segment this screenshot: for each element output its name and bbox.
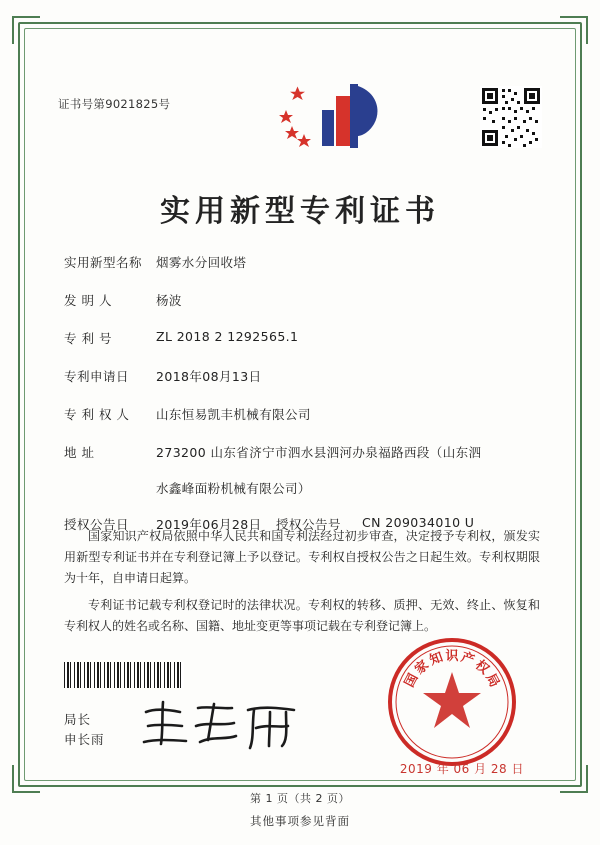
patent-office-sail-logo xyxy=(278,76,388,156)
bottom-note: 其他事项参见背面 xyxy=(250,814,350,828)
page-indicator: 第 1 页（共 2 页） xyxy=(250,792,350,805)
field-value: ZL 2018 2 1292565.1 xyxy=(156,329,299,344)
legal-paragraph-1: 国家知识产权局依照中华人民共和国专利法经过初步审查，决定授予专利权，颁发实用新型专利证书并在专利登记簿上予以登记。专利权自授权公告之日起生效。专利权期限为十年，自申请日起算。 xyxy=(64,529,540,585)
corner-ornament-bottom-left xyxy=(12,765,40,793)
svg-text:国: 国 xyxy=(402,671,422,690)
svg-text:识: 识 xyxy=(445,649,459,664)
barcode xyxy=(64,662,184,688)
field-value: 273200 山东省济宁市泗水县泗河办泉福路西段（山东泗 xyxy=(156,445,482,460)
field-label: 专利申请日 xyxy=(64,369,130,384)
field-value: 2018年08月13日 xyxy=(156,369,262,384)
field-row-utility-model-name xyxy=(64,253,542,271)
field-list xyxy=(64,253,542,553)
field-label: 发 明 人 xyxy=(64,293,112,308)
field-value: 烟雾水分回收塔 xyxy=(156,255,247,270)
seal-date: 2019 年 06 月 28 日 xyxy=(399,762,524,776)
corner-ornament-bottom-right xyxy=(560,765,588,793)
field-value: CN 209034010 U xyxy=(362,515,475,530)
certificate-content xyxy=(48,48,552,805)
field-value-address-line2: 水鑫峰面粉机械有限公司） xyxy=(156,481,311,496)
svg-text:产: 产 xyxy=(458,649,477,669)
qr-code xyxy=(480,86,542,148)
director-signature xyxy=(136,696,306,754)
field-label: 实用新型名称 xyxy=(64,255,143,270)
field-label: 地 址 xyxy=(64,445,95,460)
director-name-label: 申长雨 xyxy=(64,732,105,747)
svg-text:家: 家 xyxy=(412,657,432,678)
official-seal xyxy=(386,636,518,768)
legal-text xyxy=(64,526,540,643)
certificate-number: 证书号第9021825号 xyxy=(58,97,171,111)
legal-paragraph-2: 专利证书记载专利权登记时的法律状况。专利权的转移、质押、无效、终止、恢复和专利权人的姓名或名称、国籍、地址变更等事项记载在专利登记簿上。 xyxy=(64,598,540,633)
corner-ornament-top-left xyxy=(12,16,40,44)
page-title: 实用新型专利证书 xyxy=(160,194,440,229)
field-value: 山东恒易凯丰机械有限公司 xyxy=(156,407,311,422)
field-value: 2019年06月28日 xyxy=(156,517,262,532)
svg-text:权: 权 xyxy=(472,657,492,678)
field-row-patentee xyxy=(64,405,542,423)
director-block xyxy=(64,710,105,750)
svg-text:局: 局 xyxy=(482,671,502,690)
director-title-label: 局长 xyxy=(64,712,92,727)
field-row-patent-number xyxy=(64,329,542,347)
field-row-inventor xyxy=(64,291,542,309)
svg-text:知: 知 xyxy=(427,649,446,669)
field-row-application-date xyxy=(64,367,542,385)
field-row-address xyxy=(64,443,542,461)
field-label: 专 利 权 人 xyxy=(64,407,130,422)
field-label: 授权公告日 xyxy=(64,517,130,532)
corner-ornament-top-right xyxy=(560,16,588,44)
field-label: 授权公告号 xyxy=(276,517,342,532)
field-value: 杨波 xyxy=(156,293,182,308)
field-label: 专 利 号 xyxy=(64,331,112,346)
